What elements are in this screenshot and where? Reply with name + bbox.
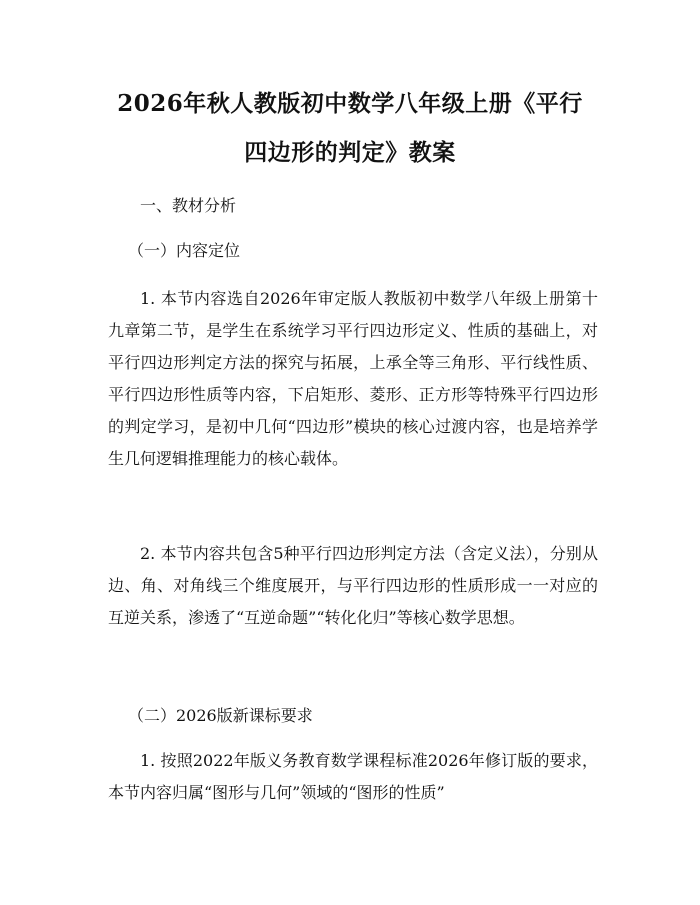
subsection-heading-curriculum-standard: （二）2026版新课标要求 [128, 706, 313, 725]
subsection-heading-content-position: （一）内容定位 [128, 241, 241, 260]
document-title-line-2: 四边形的判定》教案 [244, 139, 456, 166]
section-heading-textbook-analysis: 一、教材分析 [140, 196, 237, 215]
paragraph-content-source: 1. 本节内容选自2026年审定版人教版初中数学八年级上册第十九章第二节，是学生在系统学习平行四边形定义、性质的基础上，对平行四边形判定方法的探究与拓展，上承全等三角形、平行线性质、平行四边形性质等内容，下启矩形、菱形、正方形等特殊平行四边形的判定学习，是初中几何“四边形”模块的核心过渡内容，也是培养学生几何逻辑推理能力的核心载体。 [108, 289, 598, 468]
paragraph-curriculum-requirement: 1. 按照2022年版义务教育数学课程标准2026年修订版的要求，本节内容归属“图形与几何”领域的“图形的性质” [108, 751, 598, 802]
paragraph-judgment-methods: 2. 本节内容共包含5种平行四边形判定方法（含定义法），分别从边、角、对角线三个维度展开，与平行四边形的性质形成一一对应的互逆关系，渗透了“互逆命题”“转化化归”等核心数学思想。 [108, 544, 598, 627]
document-title-line-1: 2026年秋人教版初中数学八年级上册《平行 [117, 90, 583, 117]
